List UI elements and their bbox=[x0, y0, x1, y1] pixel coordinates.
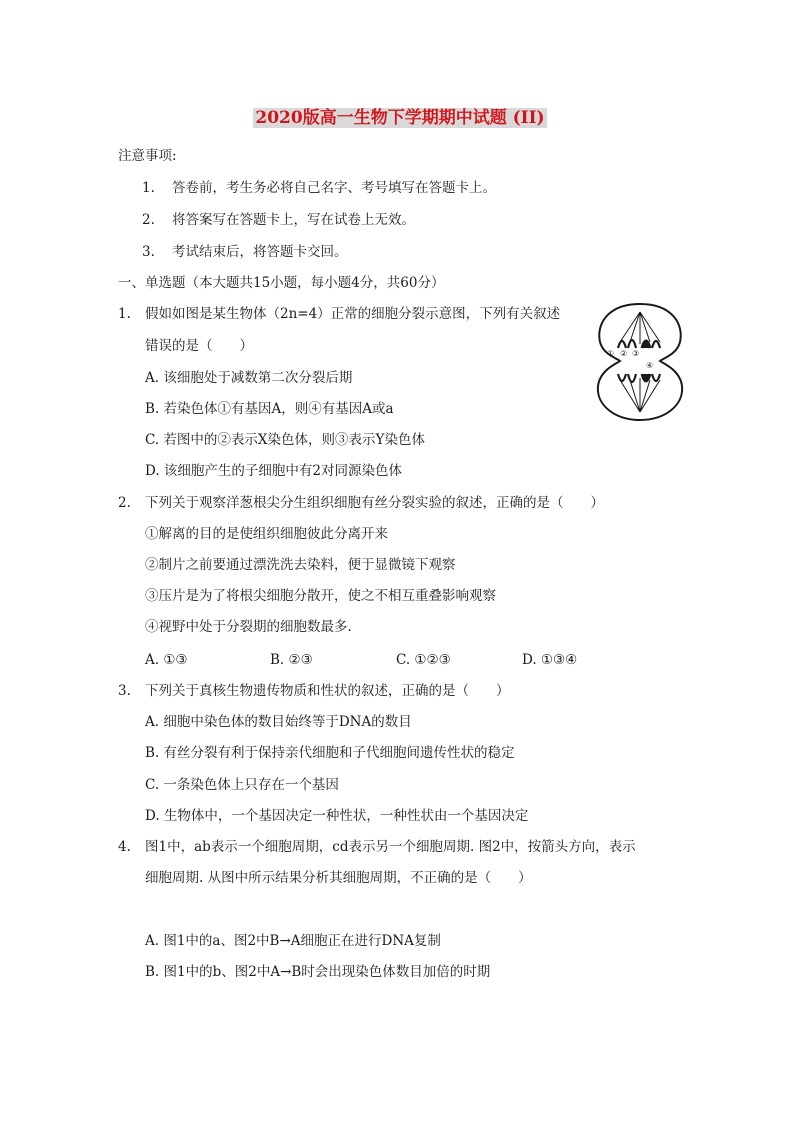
question-number: 4. bbox=[118, 839, 131, 855]
spindle-upper bbox=[620, 312, 660, 344]
question-number: 3. bbox=[118, 683, 131, 699]
question-stem: 细胞周期. 从图中所示结果分析其细胞周期，不正确的是（ ） bbox=[145, 870, 532, 886]
option-d: D. ①③④ bbox=[522, 652, 578, 668]
section-heading: 一、单选题（本大题共15小题，每小题4分，共60分） bbox=[118, 275, 445, 291]
question-number: 2. bbox=[118, 495, 131, 511]
spindle-lower bbox=[620, 378, 660, 412]
notice-number: 3. bbox=[142, 244, 155, 260]
page-title bbox=[0, 106, 800, 130]
statement-item: ①解离的目的是使组织细胞彼此分离开来 bbox=[145, 526, 388, 542]
option-b: B. 若染色体①有基因A，则④有基因A或a bbox=[145, 401, 394, 417]
chromosome-label-4: ④ bbox=[646, 361, 654, 370]
option-b: B. 有丝分裂有利于保持亲代细胞和子代细胞间遗传性状的稳定 bbox=[145, 745, 515, 761]
cell-division-figure bbox=[590, 296, 690, 426]
title-text: 2020版高一生物下学期期中试题 (II) bbox=[255, 108, 545, 128]
statement-item: ②制片之前要通过漂洗洗去染料，便于显微镜下观察 bbox=[145, 557, 456, 573]
question-stem: 下列关于真核生物遗传物质和性状的叙述，正确的是（ ） bbox=[145, 683, 510, 699]
notice-heading: 注意事项: bbox=[118, 148, 177, 164]
option-a: A. ①③ bbox=[145, 652, 188, 668]
question-stem: 下列关于观察洋葱根尖分生组织细胞有丝分裂实验的叙述，正确的是（ ） bbox=[145, 495, 604, 511]
option-b: B. ②③ bbox=[270, 652, 313, 668]
statement-item: ③压片是为了将根尖细胞分散开，使之不相互重叠影响观察 bbox=[145, 588, 496, 604]
option-d: D. 该细胞产生的子细胞中有2对同源染色体 bbox=[145, 463, 403, 479]
chromosome-label-2: ② bbox=[620, 349, 628, 358]
option-c: C. 一条染色体上只存在一个基因 bbox=[145, 777, 339, 793]
notice-number: 2. bbox=[142, 212, 155, 228]
option-a: A. 细胞中染色体的数目始终等于DNA的数目 bbox=[145, 714, 412, 730]
question-number: 1. bbox=[118, 306, 131, 322]
notice-text: 将答案写在答题卡上，写在试卷上无效。 bbox=[172, 212, 415, 228]
chromosome-label-3: ③ bbox=[632, 349, 640, 358]
chromosomes-upper bbox=[618, 340, 660, 348]
option-c: C. 若图中的②表示X染色体，则③表示Y染色体 bbox=[145, 432, 425, 448]
option-b: B. 图1中的b、图2中A→B时会出现染色体数目加倍的时期 bbox=[145, 964, 491, 980]
option-d: D. 生物体中，一个基因决定一种性状，一种性状由一个基因决定 bbox=[145, 808, 529, 824]
statement-item: ④视野中处于分裂期的细胞数最多. bbox=[145, 619, 352, 635]
option-a: A. 图1中的a、图2中B→A细胞正在进行DNA复制 bbox=[145, 933, 441, 949]
notice-text: 考试结束后，将答题卡交回。 bbox=[172, 244, 348, 260]
question-stem: 错误的是（ ） bbox=[145, 338, 253, 354]
option-a: A. 该细胞处于减数第二次分裂后期 bbox=[145, 370, 353, 386]
notice-number: 1. bbox=[142, 180, 155, 196]
notice-text: 答卷前，考生务必将自己名字、考号填写在答题卡上。 bbox=[172, 180, 496, 196]
chromosome-label-1: ① bbox=[607, 349, 615, 358]
question-stem: 图1中，ab表示一个细胞周期，cd表示另一个细胞周期. 图2中，按箭头方向，表示 bbox=[145, 839, 636, 855]
chromosomes-lower bbox=[618, 374, 660, 382]
option-c: C. ①②③ bbox=[396, 652, 451, 668]
question-stem: 假如如图是某生物体（2n=4）正常的细胞分裂示意图，下列有关叙述 bbox=[145, 306, 561, 322]
